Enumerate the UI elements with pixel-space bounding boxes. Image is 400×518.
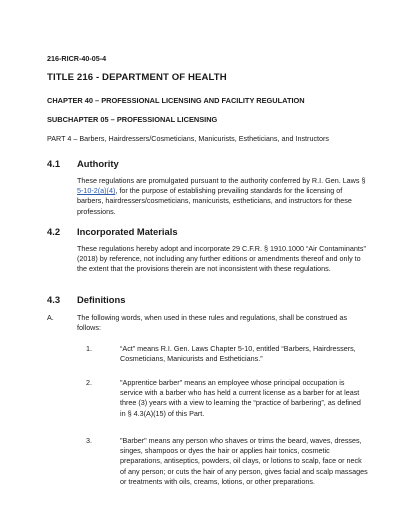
section-title: Incorporated Materials bbox=[77, 226, 178, 237]
chapter-heading: CHAPTER 40 – PROFESSIONAL LICENSING AND FACILITY REGULATION bbox=[47, 96, 305, 105]
definition-number: 2. bbox=[86, 378, 92, 387]
section-heading-incorporated-materials bbox=[47, 226, 178, 237]
document-id: 216-RICR-40-05-4 bbox=[47, 54, 107, 63]
authority-text-before: These regulations are promulgated pursuant to the authority conferred by R.I. Gen. Laws § bbox=[77, 176, 366, 185]
section-number: 4.2 bbox=[47, 226, 61, 237]
part-heading: PART 4 – Barbers, Hairdressers/Cosmeticians, Manicurists, Estheticians, and Instructors bbox=[47, 134, 330, 143]
section-number: 4.1 bbox=[47, 158, 61, 169]
definition-number: 3. bbox=[86, 436, 92, 445]
section-number: 4.3 bbox=[47, 294, 61, 305]
page-title: TITLE 216 - DEPARTMENT OF HEALTH bbox=[47, 72, 227, 83]
authority-paragraph bbox=[77, 176, 367, 217]
authority-text-after: , for the purpose of establishing prevailing standards for the licensing of barbers, hairdressers/cosmeticians, manicurists, estheticians, and instructors for these professions. bbox=[77, 186, 352, 216]
subsection-text: The following words, when used in these rules and regulations, shall be construed as follows: bbox=[77, 313, 348, 333]
definition-text: "Barber" means any person who shaves or trims the beard, waves, dresses, singes, shampoos or dyes the hair or applies hair tonics, cosmetic preparations, antiseptics, powders, oil clays, or lotions to scalp, face or neck of any person; or cuts the hair of any person, gives facial and scalp massages or treatments with oils, creams, lotions, or other preparations. bbox=[120, 436, 368, 486]
section-heading-definitions bbox=[47, 294, 125, 305]
definition-text: "Apprentice barber" means an employee whose principal occupation is service with a barber who has held a current license as a barber for at least three (3) years with a view to learning the “practice of barbering”, as defined in § 4.3(A)(15) of this Part. bbox=[120, 378, 361, 418]
statute-link[interactable]: 5-10-2(a)(4) bbox=[77, 186, 116, 196]
section-heading-authority bbox=[47, 158, 119, 169]
incorporated-materials-paragraph: These regulations hereby adopt and incorporate 29 C.F.R. § 1910.1000 “Air Contaminants” (2018) by reference, not including any further editions or amendments thereof and only to the extent that the provisions therein are not inconsistent with these regulations. bbox=[77, 244, 366, 274]
definition-number: 1. bbox=[86, 344, 92, 353]
section-title: Definitions bbox=[77, 294, 126, 305]
subchapter-heading: SUBCHAPTER 05 – PROFESSIONAL LICENSING bbox=[47, 115, 218, 124]
subsection-label: A. bbox=[47, 313, 54, 322]
definition-text: “Act” means R.I. Gen. Laws Chapter 5-10, entitled “Barbers, Hairdressers, Cosmeticians, Manicurists and Estheticians.” bbox=[120, 344, 356, 364]
section-title: Authority bbox=[77, 158, 119, 169]
